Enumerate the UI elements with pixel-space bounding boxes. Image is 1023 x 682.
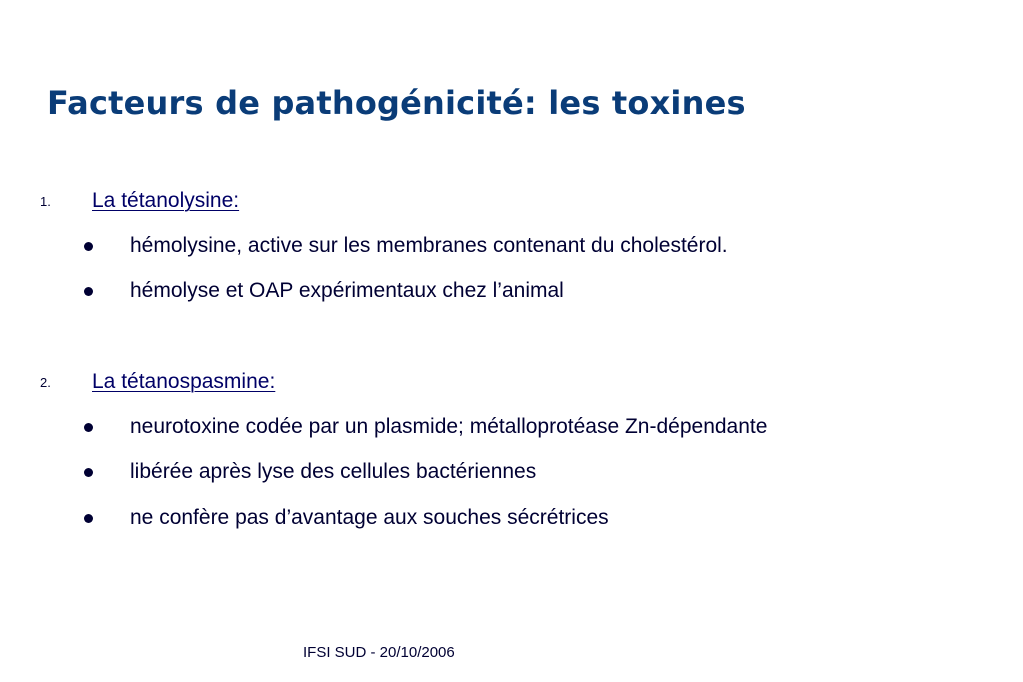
section-label: La tétanospasmine:	[92, 370, 276, 393]
slide-title: Facteurs de pathogénicité: les toxines	[47, 84, 746, 122]
slide-footer: IFSI SUD - 20/10/2006	[303, 644, 455, 661]
section-number: 2.	[40, 375, 51, 390]
bullet-dot-icon	[84, 242, 93, 251]
bullet-dot-icon	[84, 287, 93, 296]
bullet-text: hémolyse et OAP expérimentaux chez l’animal	[130, 279, 564, 302]
bullet-text: libérée après lyse des cellules bactériennes	[130, 460, 537, 483]
bullet-text: hémolysine, active sur les membranes contenant du cholestérol.	[130, 234, 728, 257]
bullet-dot-icon	[84, 468, 93, 477]
bullet-text: neurotoxine codée par un plasmide; métalloprotéase Zn-dépendante	[130, 415, 768, 438]
section-number: 1.	[40, 194, 51, 209]
section-label: La tétanolysine:	[92, 189, 240, 212]
bullet-text: ne confère pas d’avantage aux souches sécrétrices	[130, 506, 609, 529]
bullet-dot-icon	[84, 514, 93, 523]
bullet-dot-icon	[84, 423, 93, 432]
